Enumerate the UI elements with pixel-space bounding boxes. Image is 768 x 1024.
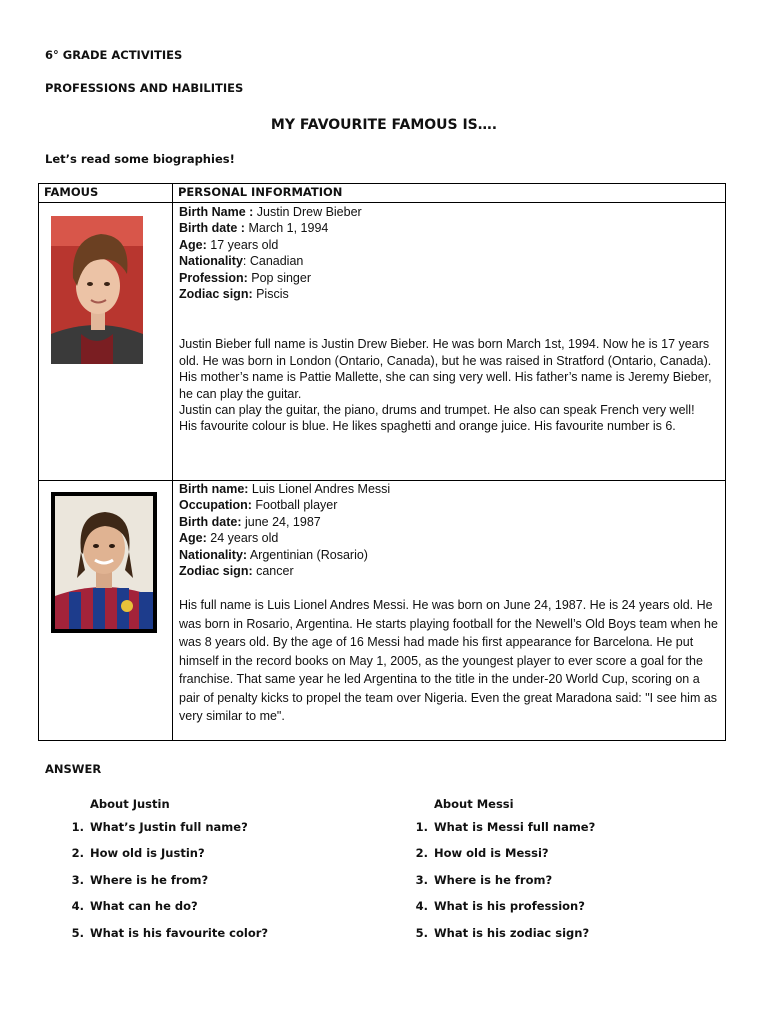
fact-value: Justin Drew Bieber xyxy=(256,205,362,219)
table-header-row xyxy=(39,184,726,203)
famous-cell xyxy=(39,203,173,481)
fact-value: Luis Lionel Andres Messi xyxy=(248,482,391,496)
justin-questions xyxy=(71,820,269,952)
fact-line xyxy=(179,204,719,220)
messi-facts xyxy=(173,481,725,579)
page-title: MY FAVOURITE FAMOUS IS…. xyxy=(270,117,498,133)
messi-portrait-image xyxy=(55,496,153,629)
question-item xyxy=(71,925,269,952)
fact-line xyxy=(179,514,719,530)
personal-info-cell xyxy=(173,203,726,481)
question-item xyxy=(71,899,268,925)
question-text: Where is he from? xyxy=(90,872,209,887)
grade-heading: 6° GRADE ACTIVITIES xyxy=(45,48,183,62)
question-text: What’s Justin full name? xyxy=(90,820,248,834)
question-number: 1. xyxy=(71,820,84,834)
famous-cell xyxy=(39,481,173,741)
fact-label: Birth date: xyxy=(179,514,242,529)
fact-label: Age: xyxy=(179,237,207,252)
fact-value: March 1, 1994 xyxy=(248,221,329,236)
question-text: What is his favourite color? xyxy=(90,925,269,940)
fact-line xyxy=(179,253,719,269)
fact-line xyxy=(179,497,719,513)
question-number: 2. xyxy=(415,846,428,861)
question-item xyxy=(71,846,268,872)
fact-value: 24 years old xyxy=(206,531,279,546)
question-item xyxy=(415,925,595,952)
justin-facts xyxy=(173,203,725,302)
fact-label: Zodiac sign: xyxy=(179,564,253,579)
biography-paragraph: His favourite colour is blue. He likes spaghetti and orange juice. His favourite number is 6. xyxy=(179,419,676,434)
topic-heading: PROFESSIONS AND HABILITIES xyxy=(45,81,244,95)
question-text: How old is Messi? xyxy=(434,846,549,861)
column-header-famous: FAMOUS xyxy=(39,184,173,203)
biography-table xyxy=(38,183,726,741)
fact-line xyxy=(179,270,719,286)
answer-heading: ANSWER xyxy=(45,762,102,776)
question-number: 1. xyxy=(415,820,428,834)
column-header-personal-info: PERSONAL INFORMATION xyxy=(173,184,726,203)
question-text: What is Messi full name? xyxy=(434,820,596,834)
question-text: What is his zodiac sign? xyxy=(434,925,590,940)
question-text: How old is Justin? xyxy=(90,846,205,861)
fact-label: Age: xyxy=(179,531,207,546)
lead-text: Let’s read some biographies! xyxy=(45,152,235,166)
fact-label: Birth Name : xyxy=(179,205,257,219)
justin-portrait-image xyxy=(51,216,143,364)
fact-line xyxy=(179,220,719,236)
fact-value: : Canadian xyxy=(242,254,304,269)
fact-label: Nationality: xyxy=(179,547,248,562)
question-number: 3. xyxy=(71,872,84,887)
fact-line xyxy=(179,237,719,253)
fact-line xyxy=(179,530,719,546)
question-item xyxy=(415,899,595,925)
fact-line xyxy=(179,547,719,563)
question-number: 4. xyxy=(415,899,428,914)
biography-paragraph: His full name is Luis Lionel Andres Messi. He was born on June 24, 1987. He is 24 years old. He was born in Rosario, Argentina. He starts playing football for the Newell’s Old Boys team when he was 8 years old. By the age of 16 Messi had made his first appearance for Barcelona. He put himself in the record books on May 1, 2005, as the youngest player to ever score a goal for the franchise. That same year he led Argentina to the title in the under-20 World Cup, scoring on a pair of penalty kicks to propel the team over Nigeria. Even the great Maradona said: "I see him as very similar to me". xyxy=(179,598,718,724)
question-text: Where is he from? xyxy=(434,872,553,887)
messi-photo xyxy=(51,492,157,633)
question-number: 2. xyxy=(71,846,84,861)
question-number: 4. xyxy=(71,899,84,914)
table-row xyxy=(39,481,726,741)
table-row xyxy=(39,203,726,481)
justin-biography xyxy=(173,336,725,434)
fact-value: Piscis xyxy=(252,287,289,302)
fact-label: Birth name: xyxy=(179,482,249,496)
fact-line xyxy=(179,563,719,579)
messi-questions xyxy=(415,820,596,952)
question-item xyxy=(415,820,596,846)
question-number: 5. xyxy=(71,925,84,940)
fact-value: cancer xyxy=(252,564,294,579)
biography-paragraph: Justin Bieber full name is Justin Drew Bieber. He was born March 1st, 1994. Now he is 17 years old. He was born in London (Ontario, Canada), but he was raised in Stratford (Ontario, Canada). His mother’s name is Pattie Mallette, she can sing very well. His father’s name is Jeremy Bieber, he can play the guitar. xyxy=(179,337,712,401)
fact-label: Birth date : xyxy=(179,221,249,236)
fact-value: june 24, 1987 xyxy=(241,514,321,529)
fact-label: Zodiac sign: xyxy=(179,287,253,302)
fact-line xyxy=(179,481,719,497)
fact-label: Occupation: xyxy=(179,498,252,513)
justin-photo xyxy=(51,216,143,364)
fact-value: 17 years old xyxy=(206,237,279,252)
question-number: 5. xyxy=(415,925,428,940)
question-item xyxy=(415,846,595,872)
biography-paragraph: Justin can play the guitar, the piano, drums and trumpet. He also can speak French very well! xyxy=(179,403,695,418)
messi-biography xyxy=(173,596,725,726)
personal-info-cell xyxy=(173,481,726,741)
fact-value: Pop singer xyxy=(247,270,311,285)
question-text: What is his profession? xyxy=(434,899,585,914)
question-text: What can he do? xyxy=(90,899,198,914)
question-item xyxy=(71,820,268,846)
question-item xyxy=(71,872,268,899)
about-justin-heading: About Justin xyxy=(90,797,170,811)
fact-line xyxy=(179,286,719,302)
fact-value: Argentinian (Rosario) xyxy=(247,547,368,562)
fact-label: Nationality xyxy=(179,254,243,269)
fact-label: Profession: xyxy=(179,270,248,285)
fact-value: Football player xyxy=(251,498,338,513)
about-messi-heading: About Messi xyxy=(434,797,514,811)
question-number: 3. xyxy=(415,872,428,887)
question-item xyxy=(415,872,595,899)
